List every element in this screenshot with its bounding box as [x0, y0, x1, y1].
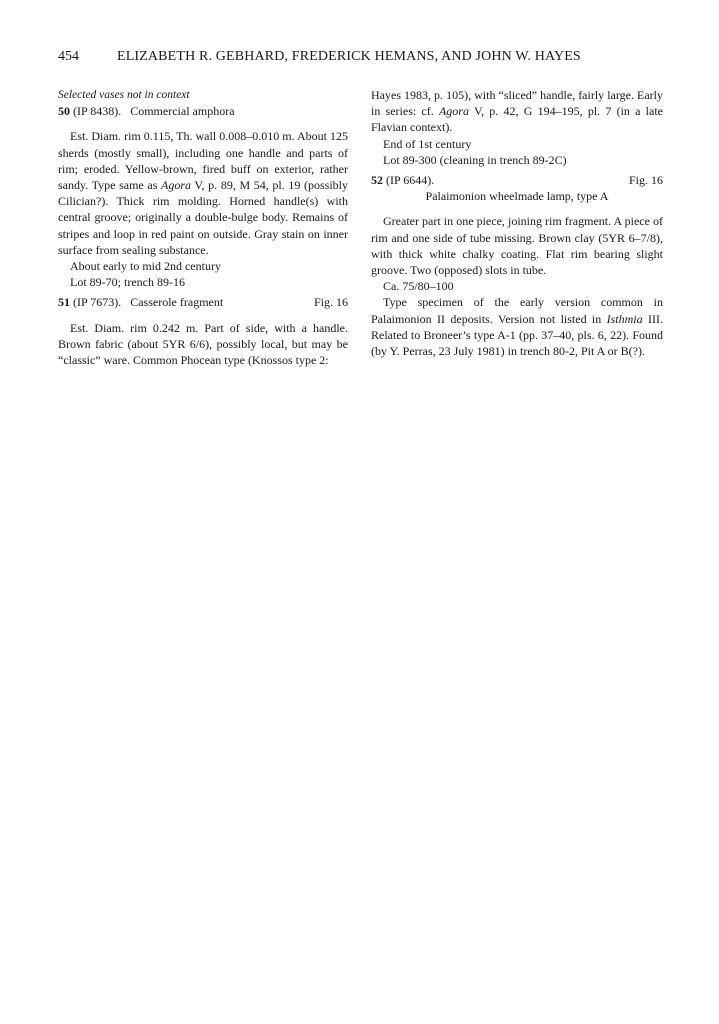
entry-50-heading [58, 103, 348, 119]
entry-number: 52 [371, 173, 383, 188]
entry-50-lot: Lot 89-70; trench 89-16 [70, 275, 185, 290]
text-run: Est. Diam. rim 0.115, Th. wall 0.008–0.010 m. About 125 sherds (mostly small), including one handle and parts of rim; eroded. Yellow-brown, fired buff on exterior, rather sandy. Type same as [58, 129, 348, 193]
left-column [58, 87, 348, 368]
entry-title: Palaimonion wheelmade lamp, type A [425, 189, 609, 204]
text-run: Type specimen of the early version common in Palaimonion II deposits. Version not listed in [371, 295, 663, 326]
entry-title: Commercial amphora [130, 104, 235, 119]
inventory-ref: (IP 6644). [386, 173, 435, 188]
entry-number: 50 [58, 104, 70, 119]
figure-reference: Fig. 16 [628, 173, 663, 188]
italic-reference: Agora [438, 104, 469, 119]
page-number: 454 [58, 49, 79, 64]
section-title: Selected vases not in context [58, 89, 190, 101]
text-run: Hayes 1983, p. 105), with “sliced” handle, fairly large. Early in series: cf. [371, 88, 663, 119]
running-title: ELIZABETH R. GEBHARD, FREDERICK HEMANS, AND JOHN W. HAYES [117, 49, 581, 64]
entry-50-description [58, 128, 348, 258]
entry-52-heading [371, 172, 663, 188]
inventory-ref: (IP 8438). [73, 104, 122, 119]
text-run: V, p. 42, G 194–195, pl. 7 (in a late Flavian context). [371, 104, 663, 135]
page-header [58, 49, 664, 73]
entry-52-description: Greater part in one piece, joining rim fragment. A piece of rim and one side of tube missing. Brown clay (5YR 6–7/8), with thick white chalky coating. Flat rim bearing slight groove. Two (opposed) slots in tube. [371, 214, 663, 278]
entry-52-commentary [371, 294, 663, 359]
entry-title: Casserole fragment [130, 295, 224, 310]
entry-51-lot: Lot 89-300 (cleaning in trench 89-2C) [383, 152, 567, 167]
entry-51-date: End of 1st century [383, 136, 472, 151]
entry-51-description: Est. Diam. rim 0.242 m. Part of side, with a handle. Brown fabric (about 5YR 6/6), possibly local, but may be “classic” ware. Common Phocean type (Knossos type 2: [58, 320, 348, 368]
figure-reference: Fig. 16 [313, 295, 348, 310]
text-run: V, p. 89, M 54, pl. 19 (possibly Cilician?). Thick rim molding. Horned handle(s) with central groove; originally a double-bulge body. Remains of stripes and loop in red paint on outside. Gray stain on inner surface from sealing substance. [58, 178, 348, 257]
entry-50-date: About early to mid 2nd century [70, 259, 221, 274]
italic-reference: Isthmia [606, 311, 643, 326]
entry-52-date: Ca. 75/80–100 [383, 279, 454, 294]
entry-51-heading [58, 294, 348, 310]
entry-number: 51 [58, 295, 70, 310]
text-run: III. Related to Broneer’s type A-1 (pp. 37–40, pls. 6, 22). Found (by Y. Perras, 23 July 1981) in trench 80-2, Pit A or B(?). [371, 311, 663, 359]
inventory-ref: (IP 7673). [73, 295, 122, 310]
entry-51-continuation [371, 87, 663, 136]
right-column [371, 87, 663, 359]
italic-reference: Agora [161, 178, 192, 193]
